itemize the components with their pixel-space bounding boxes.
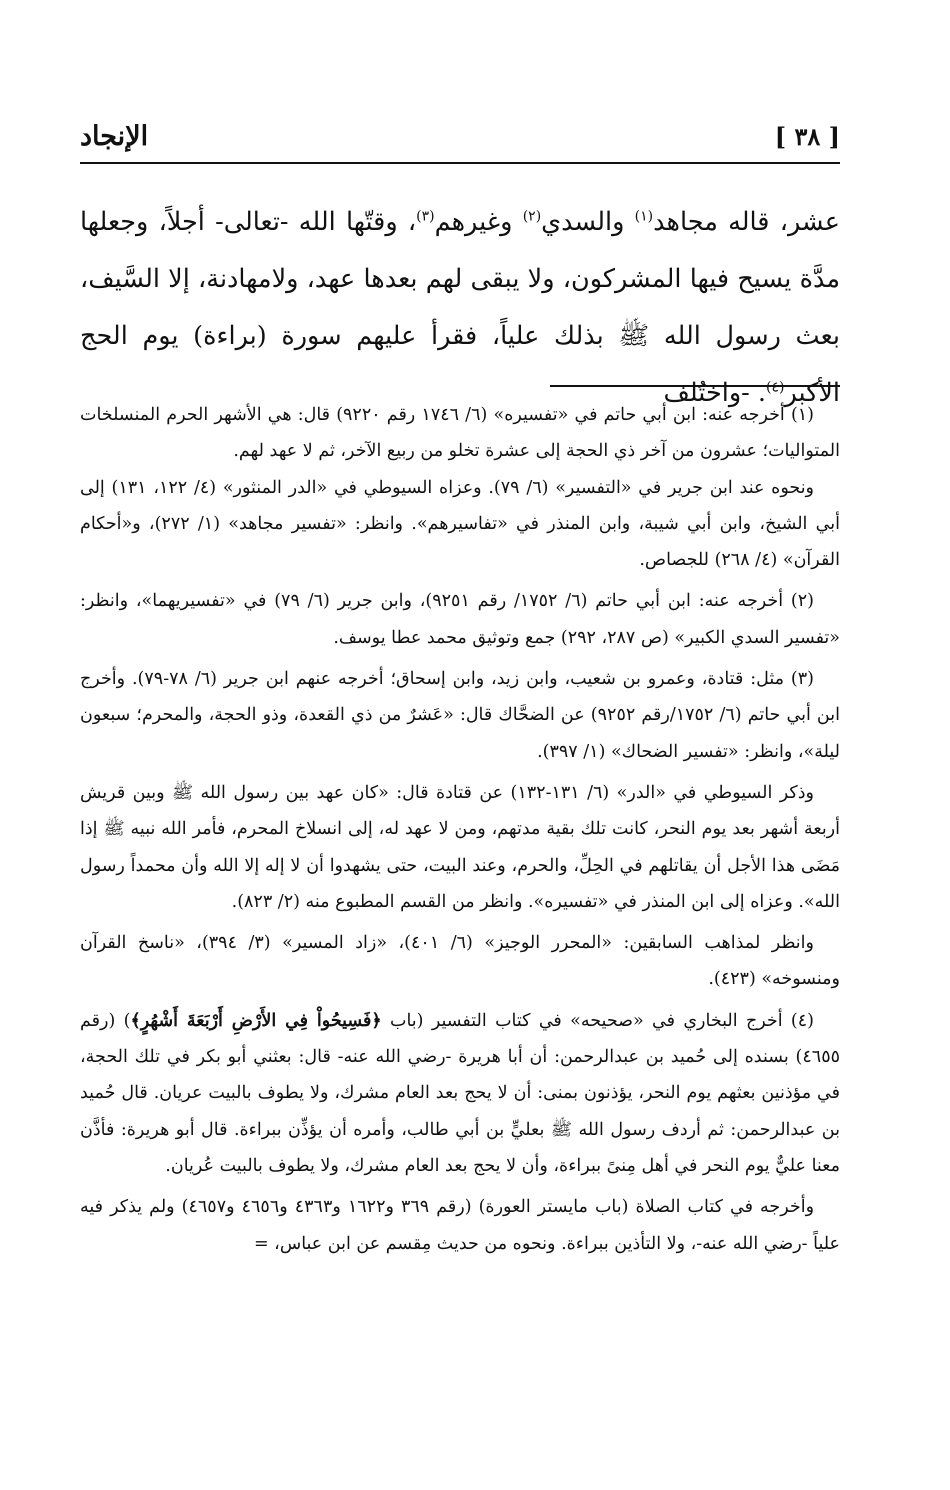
main-text-segment: عشر، قاله مجاهد bbox=[653, 207, 840, 237]
footnote-4-text: ) (رقم ٤٦٥٥) بسنده إلى حُميد بن عبدالرحمن: أن أبا هريرة -رضي الله عنه- قال: بعثني أبو بكر في تلك الحجة، في مؤذنين بعثهم يوم النحر، يؤذنون بمنى: أن لا يحج بعد العام مشرك، ولا يطوف بالبيت عريان. قال حُميد بن عبدالرحمن: ثم أردف رسول الله ﷺ بعليٍّ بن أبي طالب، وأمره أن يؤذِّن ببراءة. قال أبو هريرة: فأذَّن معنا عليٌّ يوم النحر في أهل مِنىً ببراءة، وأن لا يحج بعد العام مشرك، ولا يطوف بالبيت عُريان. bbox=[80, 1010, 840, 1176]
footnote-4-continued: وأخرجه في كتاب الصلاة (باب مايستر العورة) (رقم ٣٦٩ و١٦٢٢ و٤٣٦٣ و٤٦٥٦ و٤٦٥٧) ولم يذكر فيه علياً -رضي الله عنه-، ولا التأذين ببراءة. ونحوه من حديث مِقسم عن ابن عباس، = bbox=[80, 1197, 840, 1254]
footnote-4 bbox=[80, 1003, 840, 1184]
book-page bbox=[80, 110, 840, 1470]
footnote-2: (٢) أخرجه عنه: ابن أبي حاتم (٦/ ١٧٥٢/ رقم ٩٢٥١)، وابن جرير (٦/ ٧٩) في «تفسيريهما»، وانظر: «تفسير السدي الكبير» (ص ٢٨٧، ٢٩٢) جمع وتوثيق محمد عطا يوسف. bbox=[80, 591, 840, 648]
footnote-1: (١) أخرجه عنه: ابن أبي حاتم في «تفسيره» (٦/ ١٧٤٦ رقم ٩٢٢٠) قال: هي الأشهر الحرم المنسلخات المتواليات؛ عشرون من آخر ذي الحجة إلى عشرة تخلو من ربيع الآخر، ثم لا عهد لهم. bbox=[80, 405, 840, 462]
main-text-segment: وغيرهم bbox=[434, 207, 523, 237]
footnote-3-continued: وذكر السيوطي في «الدر» (٦/ ١٣١-١٣٢) عن قتادة قال: «كان عهد بين رسول الله ﷺ وبين قريش أربعة أشهر بعد يوم النحر، كانت تلك بقية مدتهم، ومن لا عهد له، إلى انسلاخ المحرم، فأمر الله نبيه ﷺ إذا مَضَى هذا الأجل أن يقاتلهم في الحِلِّ، والحرم، وعند البيت، حتى يشهدوا أن لا إله إلا الله وأن محمداً رسول الله». وعزاه إلى ابن المنذر في «تفسيره». وانظر من القسم المطبوع منه (٢/ ٨٢٣). bbox=[80, 782, 840, 912]
page-number: [ ٣٨ ] bbox=[774, 121, 840, 151]
footnote-3: (٣) مثل: قتادة، وعمرو بن شعيب، وابن زيد، وابن إسحاق؛ أخرجه عنهم ابن جرير (٦/ ٧٨-٧٩). وأخرج ابن أبي حاتم (٦/ ١٧٥٢/رقم ٩٢٥٢) عن الضحَّاك قال: «عَشرٌ من ذي القعدة، وذو الحجة، والمحرم؛ سبعون ليلة»، وانظر: «تفسير الضحاك» (١/ ٣٩٧). bbox=[80, 669, 840, 762]
footnote-1-continued: ونحوه عند ابن جرير في «التفسير» (٦/ ٧٩). وعزاه السيوطي في «الدر المنثور» (٤/ ١٢٢، ١٣١) إلى أبي الشيخ، وابن أبي شيبة، وابن المنذر في «تفاسيرهم». وانظر: «تفسير مجاهد» (١/ ٢٧٢)، و«أحكام القرآن» (٤/ ٢٦٨) للجصاص. bbox=[80, 477, 840, 571]
footnote-ref: (٤) bbox=[765, 379, 785, 396]
footnote-ref: (٣) bbox=[416, 208, 435, 225]
footnotes bbox=[80, 397, 840, 1267]
main-paragraph bbox=[80, 194, 840, 422]
footnote-ref: (٢) bbox=[522, 208, 542, 225]
quran-verse: ﴿فَسِيحُواْ فِي الأَرْضِ أَرْبَعَةَ أَشْهُرٍ﴾ bbox=[130, 1010, 382, 1031]
main-text bbox=[80, 194, 840, 422]
running-title: الإنجاد bbox=[80, 120, 149, 152]
main-text-segment: . -واختُلف bbox=[663, 378, 766, 408]
main-text-segment: والسدي bbox=[541, 207, 635, 237]
main-text-segment: ، وقتّها الله -تعالى- أجلاً، وجعلها مدَّة يسيح فيها المشركون، ولا يبقى لهم بعدها عهد، ولامهادنة، إلا السَّيف، بعث رسول الله ﷺ بذلك علياً، فقرأ عليهم سورة (براءة) يوم الحج الأكبر bbox=[80, 207, 840, 408]
footnote-4-text: (٤) أخرج البخاري في «صحيحه» في كتاب التفسير (باب bbox=[381, 1010, 814, 1031]
footnote-3-references: وانظر لمذاهب السابقين: «المحرر الوجيز» (٦/ ٤٠١)، «زاد المسير» (٣/ ٣٩٤)، «ناسخ القرآن ومنسوخه» (٤٢٣). bbox=[80, 933, 840, 990]
page-header bbox=[80, 110, 840, 164]
footnote-separator bbox=[550, 385, 840, 387]
footnote-ref: (١) bbox=[634, 208, 654, 225]
